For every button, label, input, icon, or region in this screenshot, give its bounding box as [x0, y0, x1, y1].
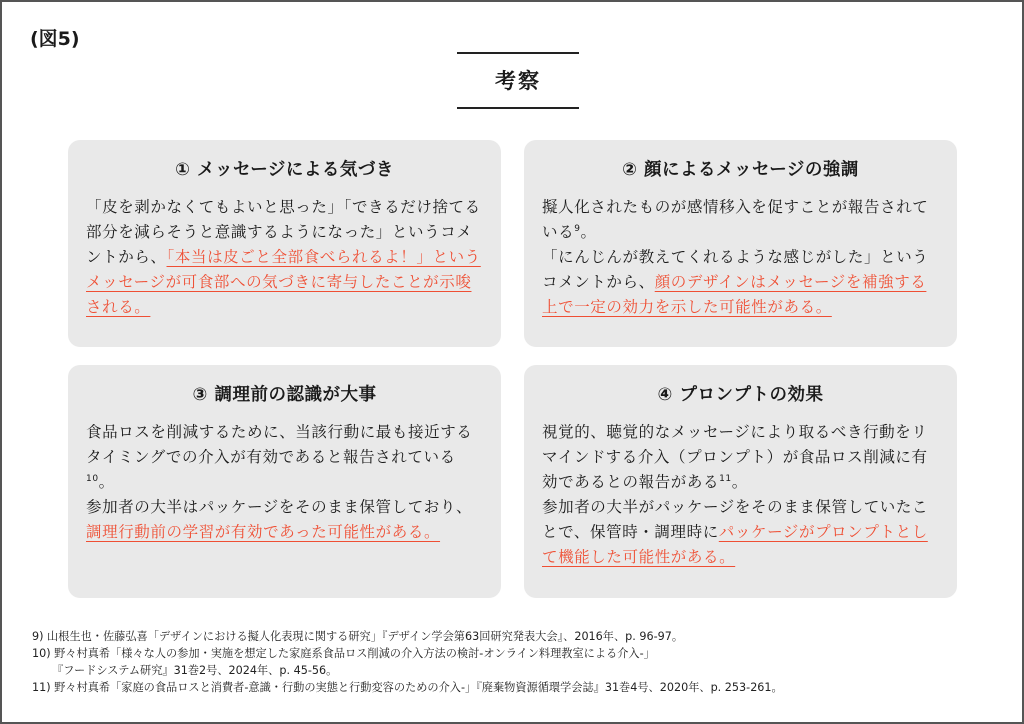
card-body	[86, 420, 483, 545]
footnote-ref: 10	[86, 474, 99, 484]
card-text: 。	[580, 223, 597, 241]
card-body	[86, 195, 483, 320]
card-heading: ④ プロンプトの効果	[657, 385, 824, 405]
card-text: 。	[731, 473, 748, 491]
figure-label: (図5)	[30, 28, 80, 50]
card-face-emphasis	[524, 140, 957, 347]
card-text: 。	[98, 473, 115, 491]
reference-item-continuation: 『フードシステム研究』31巻2号、2024年、p. 45-56。	[52, 664, 338, 677]
highlighted-conclusion: 調理行動前の学習が有効であった可能性がある。	[86, 523, 441, 541]
card-text: 擬人化されたものが感情移入を促すことが報告されている	[542, 198, 929, 241]
reference-item: 11) 野々村真希「家庭の食品ロスと消費者-意識・行動の実態と行動変容のための介入-」『廃棄物資源循環学会誌』31巻4号、2020年、p. 253-261。	[32, 681, 783, 694]
card-text: 「にんじんが教えてくれるような感じがした」というコメントから、	[542, 248, 929, 291]
card-pre-cooking-awareness	[68, 365, 501, 598]
highlighted-conclusion: 「本当は皮ごと全部食べられるよ！」というメッセージが可食部への気づきに寄与したことが示唆される。	[86, 248, 481, 316]
footnote-ref: 11	[719, 474, 732, 484]
reference-item: 9) 山根生也・佐藤弘喜「デザインにおける擬人化表現に関する研究」『デザイン学会第63回研究発表大会』、2016年、p. 96-97。	[32, 630, 684, 643]
highlighted-conclusion: パッケージがプロンプトとして機能した可能性がある。	[542, 523, 928, 566]
card-text: 視覚的、聴覚的なメッセージにより取るべき行動をリマインドする介入（プロンプト）が食品ロス削減に有効であるとの報告がある	[542, 423, 928, 491]
card-text: 「皮を剥かなくてもよいと思った」「できるだけ捨てる部分を減らそうと意識するようになった」というコメントから、	[86, 198, 481, 266]
card-heading: ① メッセージによる気づき	[175, 160, 394, 180]
card-body	[542, 420, 939, 570]
card-body	[542, 195, 939, 320]
card-heading: ② 顔によるメッセージの強調	[622, 160, 859, 180]
references	[32, 628, 992, 696]
title-rule-bottom	[457, 107, 579, 109]
highlighted-conclusion: 顔のデザインはメッセージを補強する上で一定の効力を示した可能性がある。	[542, 273, 927, 316]
page-title: 考察	[495, 69, 541, 93]
card-text: 食品ロスを削減するために、当該行動に最も接近するタイミングでの介入が有効であると報告されている	[86, 423, 473, 466]
title-rule-top	[457, 52, 579, 54]
card-prompt-effect	[524, 365, 957, 598]
footnote-ref: 9	[574, 224, 581, 234]
card-text: 参加者の大半はパッケージをそのまま保管しており、	[86, 498, 473, 516]
card-message-awareness	[68, 140, 501, 347]
card-text: 参加者の大半がパッケージをそのまま保管していたことで、保管時・調理時に	[542, 498, 929, 541]
card-heading: ③ 調理前の認識が大事	[192, 385, 377, 405]
reference-item: 10) 野々村真希「様々な人の参加・実施を想定した家庭系食品ロス削減の介入方法の検討-オンライン料理教室による介入-」	[32, 647, 655, 660]
